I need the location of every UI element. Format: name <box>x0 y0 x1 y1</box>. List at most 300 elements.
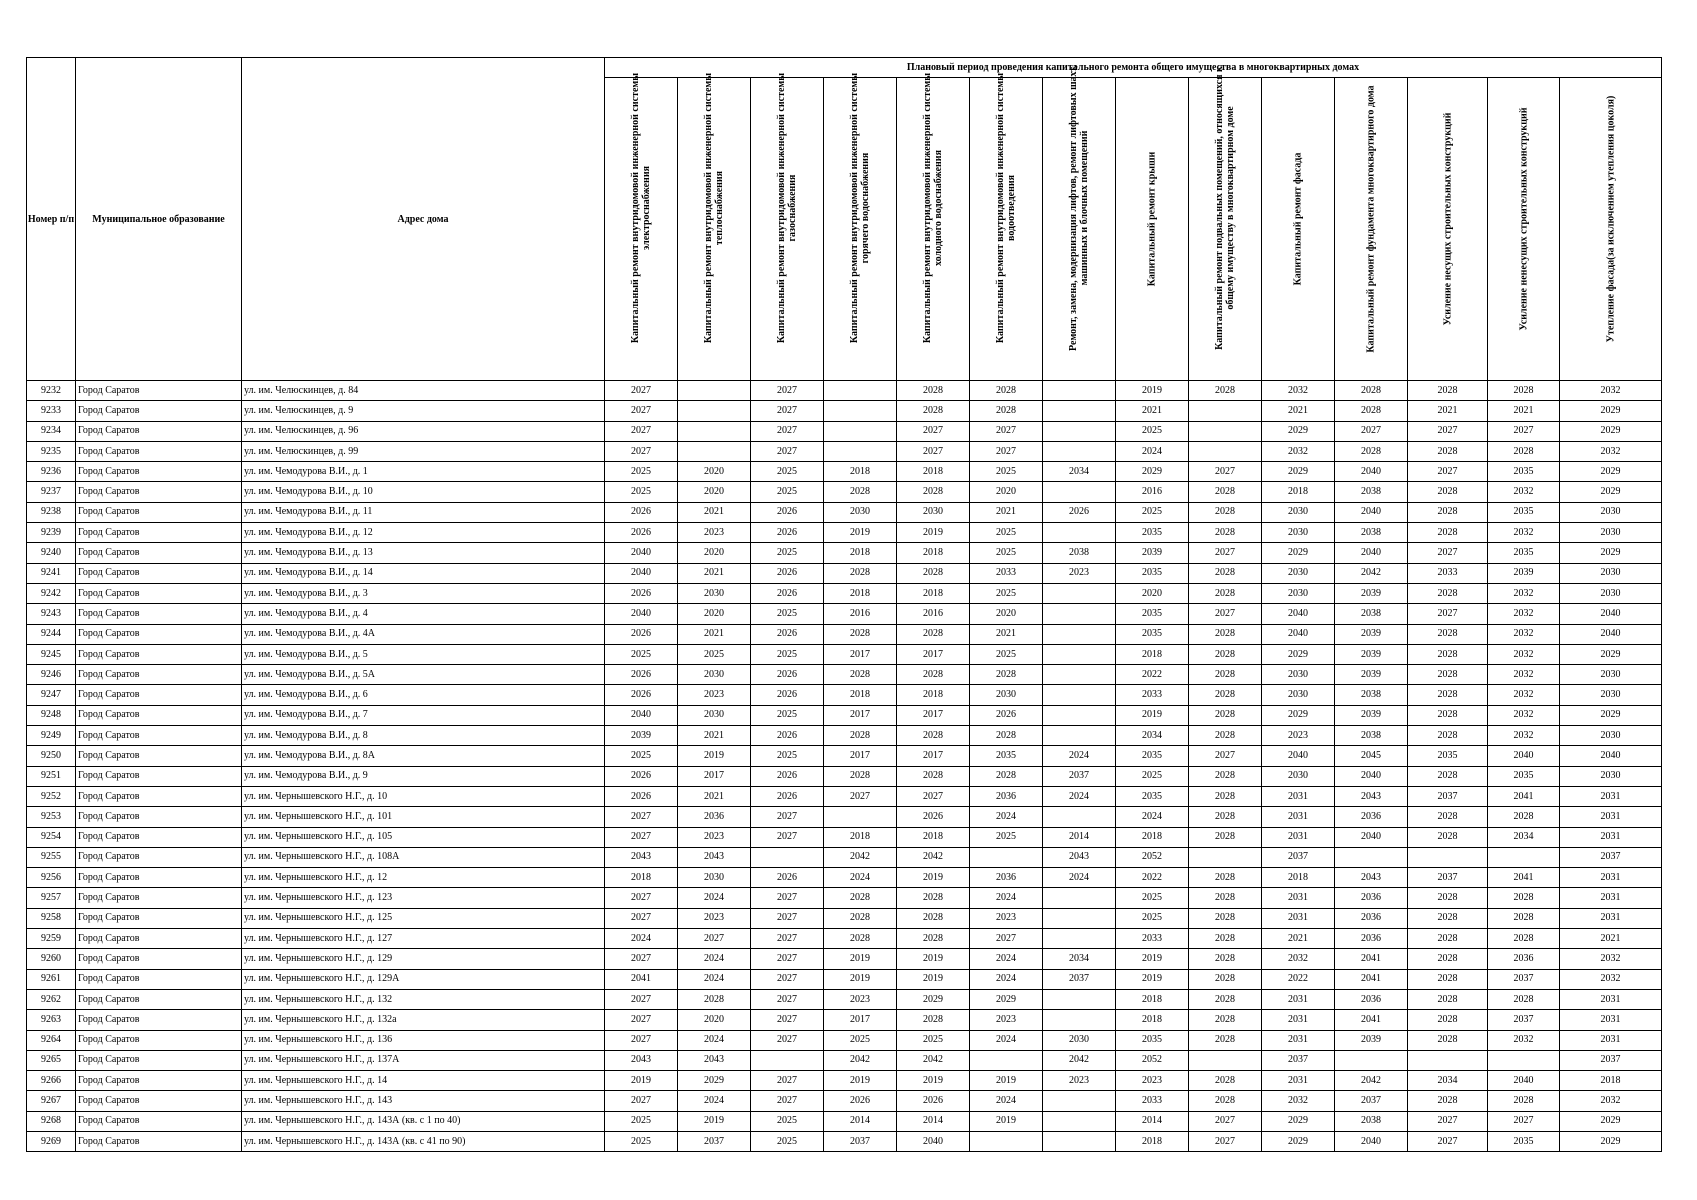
year-cell <box>1189 441 1262 461</box>
year-cell: 2017 <box>824 644 897 664</box>
year-cell <box>1043 523 1116 543</box>
year-cell: 2027 <box>751 888 824 908</box>
year-cell: 2036 <box>1335 888 1408 908</box>
row-number-cell: 9243 <box>27 604 76 624</box>
year-cell: 2024 <box>970 1030 1043 1050</box>
year-cell: 2021 <box>1488 401 1560 421</box>
year-cell: 2026 <box>605 583 678 603</box>
address-cell: ул. им. Чернышевского Н.Г., д. 125 <box>242 908 605 928</box>
address-cell: ул. им. Чернышевского Н.Г., д. 129А <box>242 969 605 989</box>
year-cell: 2025 <box>751 482 824 502</box>
year-cell: 2027 <box>1408 421 1488 441</box>
year-cell: 2028 <box>1408 1091 1488 1111</box>
year-cell <box>824 807 897 827</box>
year-cell <box>1043 705 1116 725</box>
year-cell: 2027 <box>1408 1131 1488 1151</box>
row-number-cell: 9249 <box>27 726 76 746</box>
year-cell: 2026 <box>751 786 824 806</box>
year-cell: 2032 <box>1488 665 1560 685</box>
year-cell: 2023 <box>1043 1071 1116 1091</box>
year-cell: 2040 <box>605 563 678 583</box>
year-cell: 2024 <box>970 969 1043 989</box>
row-number-cell: 9240 <box>27 543 76 563</box>
year-cell: 2041 <box>1335 949 1408 969</box>
year-cell: 2023 <box>970 1010 1043 1030</box>
year-cell: 2020 <box>1116 583 1189 603</box>
year-cell: 2027 <box>678 929 751 949</box>
year-cell: 2028 <box>824 563 897 583</box>
year-cell: 2023 <box>678 523 751 543</box>
year-cell: 2028 <box>897 888 970 908</box>
year-cell: 2028 <box>1408 482 1488 502</box>
year-cell: 2028 <box>1408 644 1488 664</box>
year-cell: 2022 <box>1116 868 1189 888</box>
year-cell: 2018 <box>824 583 897 603</box>
year-cell: 2032 <box>1488 1030 1560 1050</box>
column-header-work-4 <box>824 72 897 381</box>
address-cell: ул. им. Чемодурова В.И., д. 10 <box>242 482 605 502</box>
row-number-cell: 9248 <box>27 705 76 725</box>
year-cell: 2028 <box>1335 401 1408 421</box>
year-cell <box>1043 685 1116 705</box>
municipality-cell: Город Саратов <box>76 726 242 746</box>
year-cell: 2037 <box>1408 868 1488 888</box>
year-cell: 2024 <box>970 1091 1043 1111</box>
year-cell: 2019 <box>824 523 897 543</box>
year-cell: 2040 <box>1335 827 1408 847</box>
year-cell: 2028 <box>970 726 1043 746</box>
row-number-cell: 9232 <box>27 381 76 401</box>
year-cell: 2024 <box>824 868 897 888</box>
municipality-cell: Город Саратов <box>76 624 242 644</box>
year-cell: 2018 <box>824 685 897 705</box>
year-cell: 2032 <box>1488 726 1560 746</box>
row-number-cell: 9244 <box>27 624 76 644</box>
year-cell <box>1043 1010 1116 1030</box>
year-cell: 2043 <box>605 1050 678 1070</box>
year-cell: 2035 <box>1116 604 1189 624</box>
year-cell: 2018 <box>1116 827 1189 847</box>
year-cell: 2031 <box>1560 807 1662 827</box>
row-number-cell: 9263 <box>27 1010 76 1030</box>
year-cell: 2028 <box>1189 929 1262 949</box>
year-cell: 2028 <box>897 624 970 644</box>
address-cell: ул. им. Чемодурова В.И., д. 5 <box>242 644 605 664</box>
year-cell: 2023 <box>678 908 751 928</box>
municipality-cell: Город Саратов <box>76 543 242 563</box>
year-cell: 2026 <box>751 766 824 786</box>
year-cell: 2038 <box>1043 543 1116 563</box>
year-cell: 2027 <box>1335 421 1408 441</box>
year-cell: 2027 <box>1189 746 1262 766</box>
year-cell: 2032 <box>1262 949 1335 969</box>
year-cell: 2029 <box>678 1071 751 1091</box>
year-cell: 2028 <box>1408 807 1488 827</box>
year-cell: 2032 <box>1560 381 1662 401</box>
year-cell <box>1043 665 1116 685</box>
table-row <box>27 421 1662 441</box>
year-cell: 2037 <box>1262 1050 1335 1070</box>
table-row <box>27 462 1662 482</box>
year-cell: 2037 <box>1262 847 1335 867</box>
year-cell: 2030 <box>1262 766 1335 786</box>
year-cell: 2029 <box>1116 462 1189 482</box>
year-cell: 2034 <box>1043 462 1116 482</box>
year-cell: 2037 <box>1408 786 1488 806</box>
year-cell: 2029 <box>1560 462 1662 482</box>
year-cell: 2037 <box>1335 1091 1408 1111</box>
year-cell <box>1043 421 1116 441</box>
year-cell: 2019 <box>970 1111 1043 1131</box>
year-cell <box>970 847 1043 867</box>
year-cell: 2028 <box>1408 705 1488 725</box>
year-cell <box>1043 482 1116 502</box>
year-cell: 2043 <box>605 847 678 867</box>
table-row <box>27 847 1662 867</box>
year-cell: 2020 <box>678 1010 751 1030</box>
year-cell: 2035 <box>1116 746 1189 766</box>
year-cell: 2036 <box>1488 949 1560 969</box>
year-cell: 2040 <box>1262 624 1335 644</box>
year-cell: 2022 <box>1262 969 1335 989</box>
table-row <box>27 441 1662 461</box>
year-cell: 2040 <box>1488 1071 1560 1091</box>
year-cell: 2028 <box>1408 908 1488 928</box>
year-cell: 2040 <box>1560 624 1662 644</box>
year-cell: 2025 <box>897 1030 970 1050</box>
year-cell: 2018 <box>824 827 897 847</box>
year-cell: 2034 <box>1488 827 1560 847</box>
row-number-cell: 9235 <box>27 441 76 461</box>
year-cell: 2040 <box>1335 462 1408 482</box>
year-cell: 2027 <box>824 786 897 806</box>
year-cell: 2040 <box>1335 502 1408 522</box>
year-cell: 2025 <box>605 1111 678 1131</box>
year-cell: 2024 <box>605 929 678 949</box>
municipality-cell: Город Саратов <box>76 685 242 705</box>
year-cell: 2038 <box>1335 604 1408 624</box>
table-row <box>27 583 1662 603</box>
municipality-cell: Город Саратов <box>76 1131 242 1151</box>
year-cell: 2039 <box>1335 624 1408 644</box>
address-cell: ул. им. Чернышевского Н.Г., д. 137А <box>242 1050 605 1070</box>
column-header-work-5 <box>897 72 970 381</box>
column-header-work-label: Капитальный ремонт внутридомовой инженерной системы газоснабжения <box>776 72 798 344</box>
column-header-municipality: Муниципальное образование <box>76 58 242 381</box>
year-cell: 2036 <box>1335 989 1408 1009</box>
row-number-cell: 9257 <box>27 888 76 908</box>
year-cell: 2028 <box>1189 502 1262 522</box>
year-cell: 2027 <box>605 827 678 847</box>
year-cell: 2030 <box>1262 523 1335 543</box>
year-cell: 2028 <box>1408 949 1488 969</box>
year-cell: 2041 <box>1335 969 1408 989</box>
year-cell: 2018 <box>605 868 678 888</box>
year-cell: 2029 <box>1262 421 1335 441</box>
year-cell: 2024 <box>1116 807 1189 827</box>
year-cell: 2019 <box>1116 969 1189 989</box>
year-cell: 2028 <box>1335 381 1408 401</box>
column-header-number: Номер п/п <box>27 58 76 381</box>
address-cell: ул. им. Чемодурова В.И., д. 9 <box>242 766 605 786</box>
address-cell: ул. им. Чернышевского Н.Г., д. 127 <box>242 929 605 949</box>
year-cell: 2020 <box>970 482 1043 502</box>
row-number-cell: 9237 <box>27 482 76 502</box>
year-cell: 2026 <box>751 726 824 746</box>
table-row <box>27 929 1662 949</box>
column-header-address: Адрес дома <box>242 58 605 381</box>
year-cell: 2045 <box>1335 746 1408 766</box>
year-cell: 2028 <box>1189 685 1262 705</box>
table-row <box>27 604 1662 624</box>
year-cell: 2028 <box>1189 888 1262 908</box>
year-cell: 2027 <box>1408 462 1488 482</box>
address-cell: ул. им. Чернышевского Н.Г., д. 143А (кв. с 1 по 40) <box>242 1111 605 1131</box>
year-cell <box>1043 888 1116 908</box>
year-cell: 2025 <box>824 1030 897 1050</box>
year-cell: 2028 <box>824 908 897 928</box>
year-cell: 2021 <box>678 786 751 806</box>
year-cell <box>1335 1050 1408 1070</box>
year-cell: 2024 <box>678 1091 751 1111</box>
year-cell: 2025 <box>1116 888 1189 908</box>
year-cell: 2035 <box>1116 563 1189 583</box>
column-header-work-8 <box>1116 78 1189 381</box>
year-cell: 2025 <box>751 746 824 766</box>
year-cell: 2024 <box>970 888 1043 908</box>
table-row <box>27 786 1662 806</box>
year-cell: 2019 <box>824 949 897 969</box>
year-cell: 2024 <box>678 969 751 989</box>
year-cell: 2018 <box>1262 482 1335 502</box>
year-cell: 2025 <box>970 462 1043 482</box>
year-cell <box>1189 847 1262 867</box>
year-cell: 2037 <box>1488 969 1560 989</box>
year-cell: 2029 <box>1262 1111 1335 1131</box>
year-cell: 2027 <box>1408 1111 1488 1131</box>
table-row <box>27 766 1662 786</box>
year-cell: 2028 <box>1189 868 1262 888</box>
table-row <box>27 1030 1662 1050</box>
year-cell: 2028 <box>1189 665 1262 685</box>
year-cell: 2019 <box>970 1071 1043 1091</box>
year-cell: 2027 <box>605 1010 678 1030</box>
year-cell: 2028 <box>1488 441 1560 461</box>
municipality-cell: Город Саратов <box>76 827 242 847</box>
column-header-work-label: Капитальный ремонт внутридомовой инженерной системы электроснабжения <box>630 72 652 344</box>
year-cell: 2028 <box>1408 583 1488 603</box>
table-row <box>27 1071 1662 1091</box>
year-cell: 2036 <box>1335 807 1408 827</box>
year-cell <box>751 847 824 867</box>
year-cell: 2019 <box>897 1071 970 1091</box>
year-cell: 2035 <box>1488 543 1560 563</box>
year-cell: 2027 <box>1408 604 1488 624</box>
year-cell: 2028 <box>1189 624 1262 644</box>
year-cell: 2024 <box>1043 868 1116 888</box>
municipality-cell: Город Саратов <box>76 1111 242 1131</box>
year-cell: 2019 <box>678 746 751 766</box>
year-cell <box>1408 847 1488 867</box>
year-cell: 2018 <box>824 543 897 563</box>
row-number-cell: 9254 <box>27 827 76 847</box>
year-cell: 2028 <box>1189 482 1262 502</box>
table-row <box>27 644 1662 664</box>
year-cell: 2028 <box>897 766 970 786</box>
year-cell: 2027 <box>1488 1111 1560 1131</box>
year-cell: 2028 <box>1408 685 1488 705</box>
year-cell: 2026 <box>605 665 678 685</box>
column-header-work-label: Капитальный ремонт внутридомовой инженерной системы водоотведения <box>995 72 1017 344</box>
year-cell: 2028 <box>897 563 970 583</box>
table-row <box>27 563 1662 583</box>
table-row <box>27 381 1662 401</box>
year-cell: 2022 <box>1116 665 1189 685</box>
year-cell <box>1043 583 1116 603</box>
repair-schedule-table <box>26 57 1662 1152</box>
year-cell: 2031 <box>1262 989 1335 1009</box>
year-cell: 2023 <box>1116 1071 1189 1091</box>
column-header-work-label: Капитальный ремонт фасада <box>1292 152 1304 286</box>
municipality-cell: Город Саратов <box>76 969 242 989</box>
year-cell: 2020 <box>678 604 751 624</box>
year-cell <box>1043 989 1116 1009</box>
year-cell: 2027 <box>751 1010 824 1030</box>
municipality-cell: Город Саратов <box>76 746 242 766</box>
year-cell: 2030 <box>1560 583 1662 603</box>
year-cell: 2028 <box>1488 381 1560 401</box>
year-cell: 2027 <box>897 441 970 461</box>
year-cell: 2030 <box>1560 685 1662 705</box>
year-cell: 2018 <box>824 462 897 482</box>
column-header-work-label: Утепление фасада(за исключением утепления цоколя) <box>1605 95 1616 343</box>
table-row <box>27 746 1662 766</box>
year-cell: 2026 <box>751 665 824 685</box>
year-cell: 2033 <box>1116 1091 1189 1111</box>
column-header-work-label: Усиление ненесущих строительных конструкций <box>1518 107 1529 331</box>
year-cell: 2036 <box>1335 929 1408 949</box>
year-cell <box>1043 401 1116 421</box>
year-cell: 2016 <box>1116 482 1189 502</box>
year-cell: 2039 <box>1335 705 1408 725</box>
year-cell: 2027 <box>751 827 824 847</box>
year-cell: 2037 <box>1560 847 1662 867</box>
year-cell: 2031 <box>1560 989 1662 1009</box>
year-cell: 2027 <box>1189 604 1262 624</box>
table-row <box>27 1050 1662 1070</box>
year-cell: 2028 <box>1189 1091 1262 1111</box>
year-cell: 2027 <box>605 807 678 827</box>
year-cell: 2025 <box>751 604 824 624</box>
column-header-work-label: Капитальный ремонт внутридомовой инженерной системы горячего водоснабжения <box>849 72 871 344</box>
year-cell: 2040 <box>1560 604 1662 624</box>
year-cell: 2027 <box>751 989 824 1009</box>
address-cell: ул. им. Челюскинцев, д. 96 <box>242 421 605 441</box>
year-cell <box>1043 644 1116 664</box>
year-cell: 2021 <box>1262 401 1335 421</box>
year-cell: 2025 <box>970 827 1043 847</box>
year-cell: 2028 <box>1189 807 1262 827</box>
year-cell: 2039 <box>1335 644 1408 664</box>
address-cell: ул. им. Чемодурова В.И., д. 8 <box>242 726 605 746</box>
year-cell: 2030 <box>1262 502 1335 522</box>
year-cell: 2033 <box>1408 563 1488 583</box>
year-cell: 2028 <box>824 766 897 786</box>
address-cell: ул. им. Чернышевского Н.Г., д. 10 <box>242 786 605 806</box>
year-cell: 2028 <box>824 482 897 502</box>
row-number-cell: 9246 <box>27 665 76 685</box>
municipality-cell: Город Саратов <box>76 583 242 603</box>
year-cell: 2028 <box>1408 1010 1488 1030</box>
year-cell: 2039 <box>1488 563 1560 583</box>
address-cell: ул. им. Чемодурова В.И., д. 13 <box>242 543 605 563</box>
row-number-cell: 9267 <box>27 1091 76 1111</box>
address-cell: ул. им. Чемодурова В.И., д. 8А <box>242 746 605 766</box>
address-cell: ул. им. Чернышевского Н.Г., д. 132 <box>242 989 605 1009</box>
year-cell: 2032 <box>1488 604 1560 624</box>
year-cell: 2025 <box>751 705 824 725</box>
year-cell: 2028 <box>1408 381 1488 401</box>
year-cell: 2029 <box>970 989 1043 1009</box>
municipality-cell: Город Саратов <box>76 644 242 664</box>
column-header-work-13 <box>1488 78 1560 381</box>
year-cell: 2028 <box>824 665 897 685</box>
row-number-cell: 9256 <box>27 868 76 888</box>
year-cell: 2028 <box>1488 908 1560 928</box>
year-cell: 2025 <box>751 462 824 482</box>
municipality-cell: Город Саратов <box>76 908 242 928</box>
year-cell: 2031 <box>1262 1071 1335 1091</box>
year-cell: 2035 <box>1488 766 1560 786</box>
year-cell: 2024 <box>678 888 751 908</box>
year-cell: 2041 <box>605 969 678 989</box>
year-cell: 2028 <box>897 401 970 421</box>
row-number-cell: 9233 <box>27 401 76 421</box>
column-header-work-3 <box>751 72 824 381</box>
year-cell: 2030 <box>678 705 751 725</box>
year-cell: 2027 <box>751 421 824 441</box>
year-cell: 2035 <box>1488 1131 1560 1151</box>
year-cell: 2035 <box>1116 786 1189 806</box>
address-cell: ул. им. Челюскинцев, д. 99 <box>242 441 605 461</box>
year-cell: 2024 <box>678 949 751 969</box>
year-cell: 2017 <box>897 644 970 664</box>
year-cell: 2032 <box>1488 523 1560 543</box>
year-cell: 2026 <box>751 685 824 705</box>
year-cell: 2027 <box>605 989 678 1009</box>
year-cell: 2033 <box>970 563 1043 583</box>
year-cell: 2025 <box>970 543 1043 563</box>
year-cell: 2029 <box>1262 705 1335 725</box>
table-row <box>27 1111 1662 1131</box>
year-cell: 2028 <box>1189 908 1262 928</box>
year-cell: 2035 <box>1408 746 1488 766</box>
year-cell: 2028 <box>1488 888 1560 908</box>
year-cell: 2032 <box>1560 441 1662 461</box>
year-cell: 2029 <box>1560 401 1662 421</box>
column-header-work-7 <box>1043 65 1116 381</box>
year-cell: 2030 <box>1262 685 1335 705</box>
year-cell: 2014 <box>1116 1111 1189 1131</box>
year-cell: 2032 <box>1488 705 1560 725</box>
year-cell: 2040 <box>1335 543 1408 563</box>
year-cell: 2028 <box>1189 786 1262 806</box>
address-cell: ул. им. Чернышевского Н.Г., д. 136 <box>242 1030 605 1050</box>
year-cell: 2021 <box>678 624 751 644</box>
address-cell: ул. им. Чемодурова В.И., д. 1 <box>242 462 605 482</box>
column-header-work-12 <box>1408 78 1488 381</box>
year-cell: 2042 <box>1335 563 1408 583</box>
